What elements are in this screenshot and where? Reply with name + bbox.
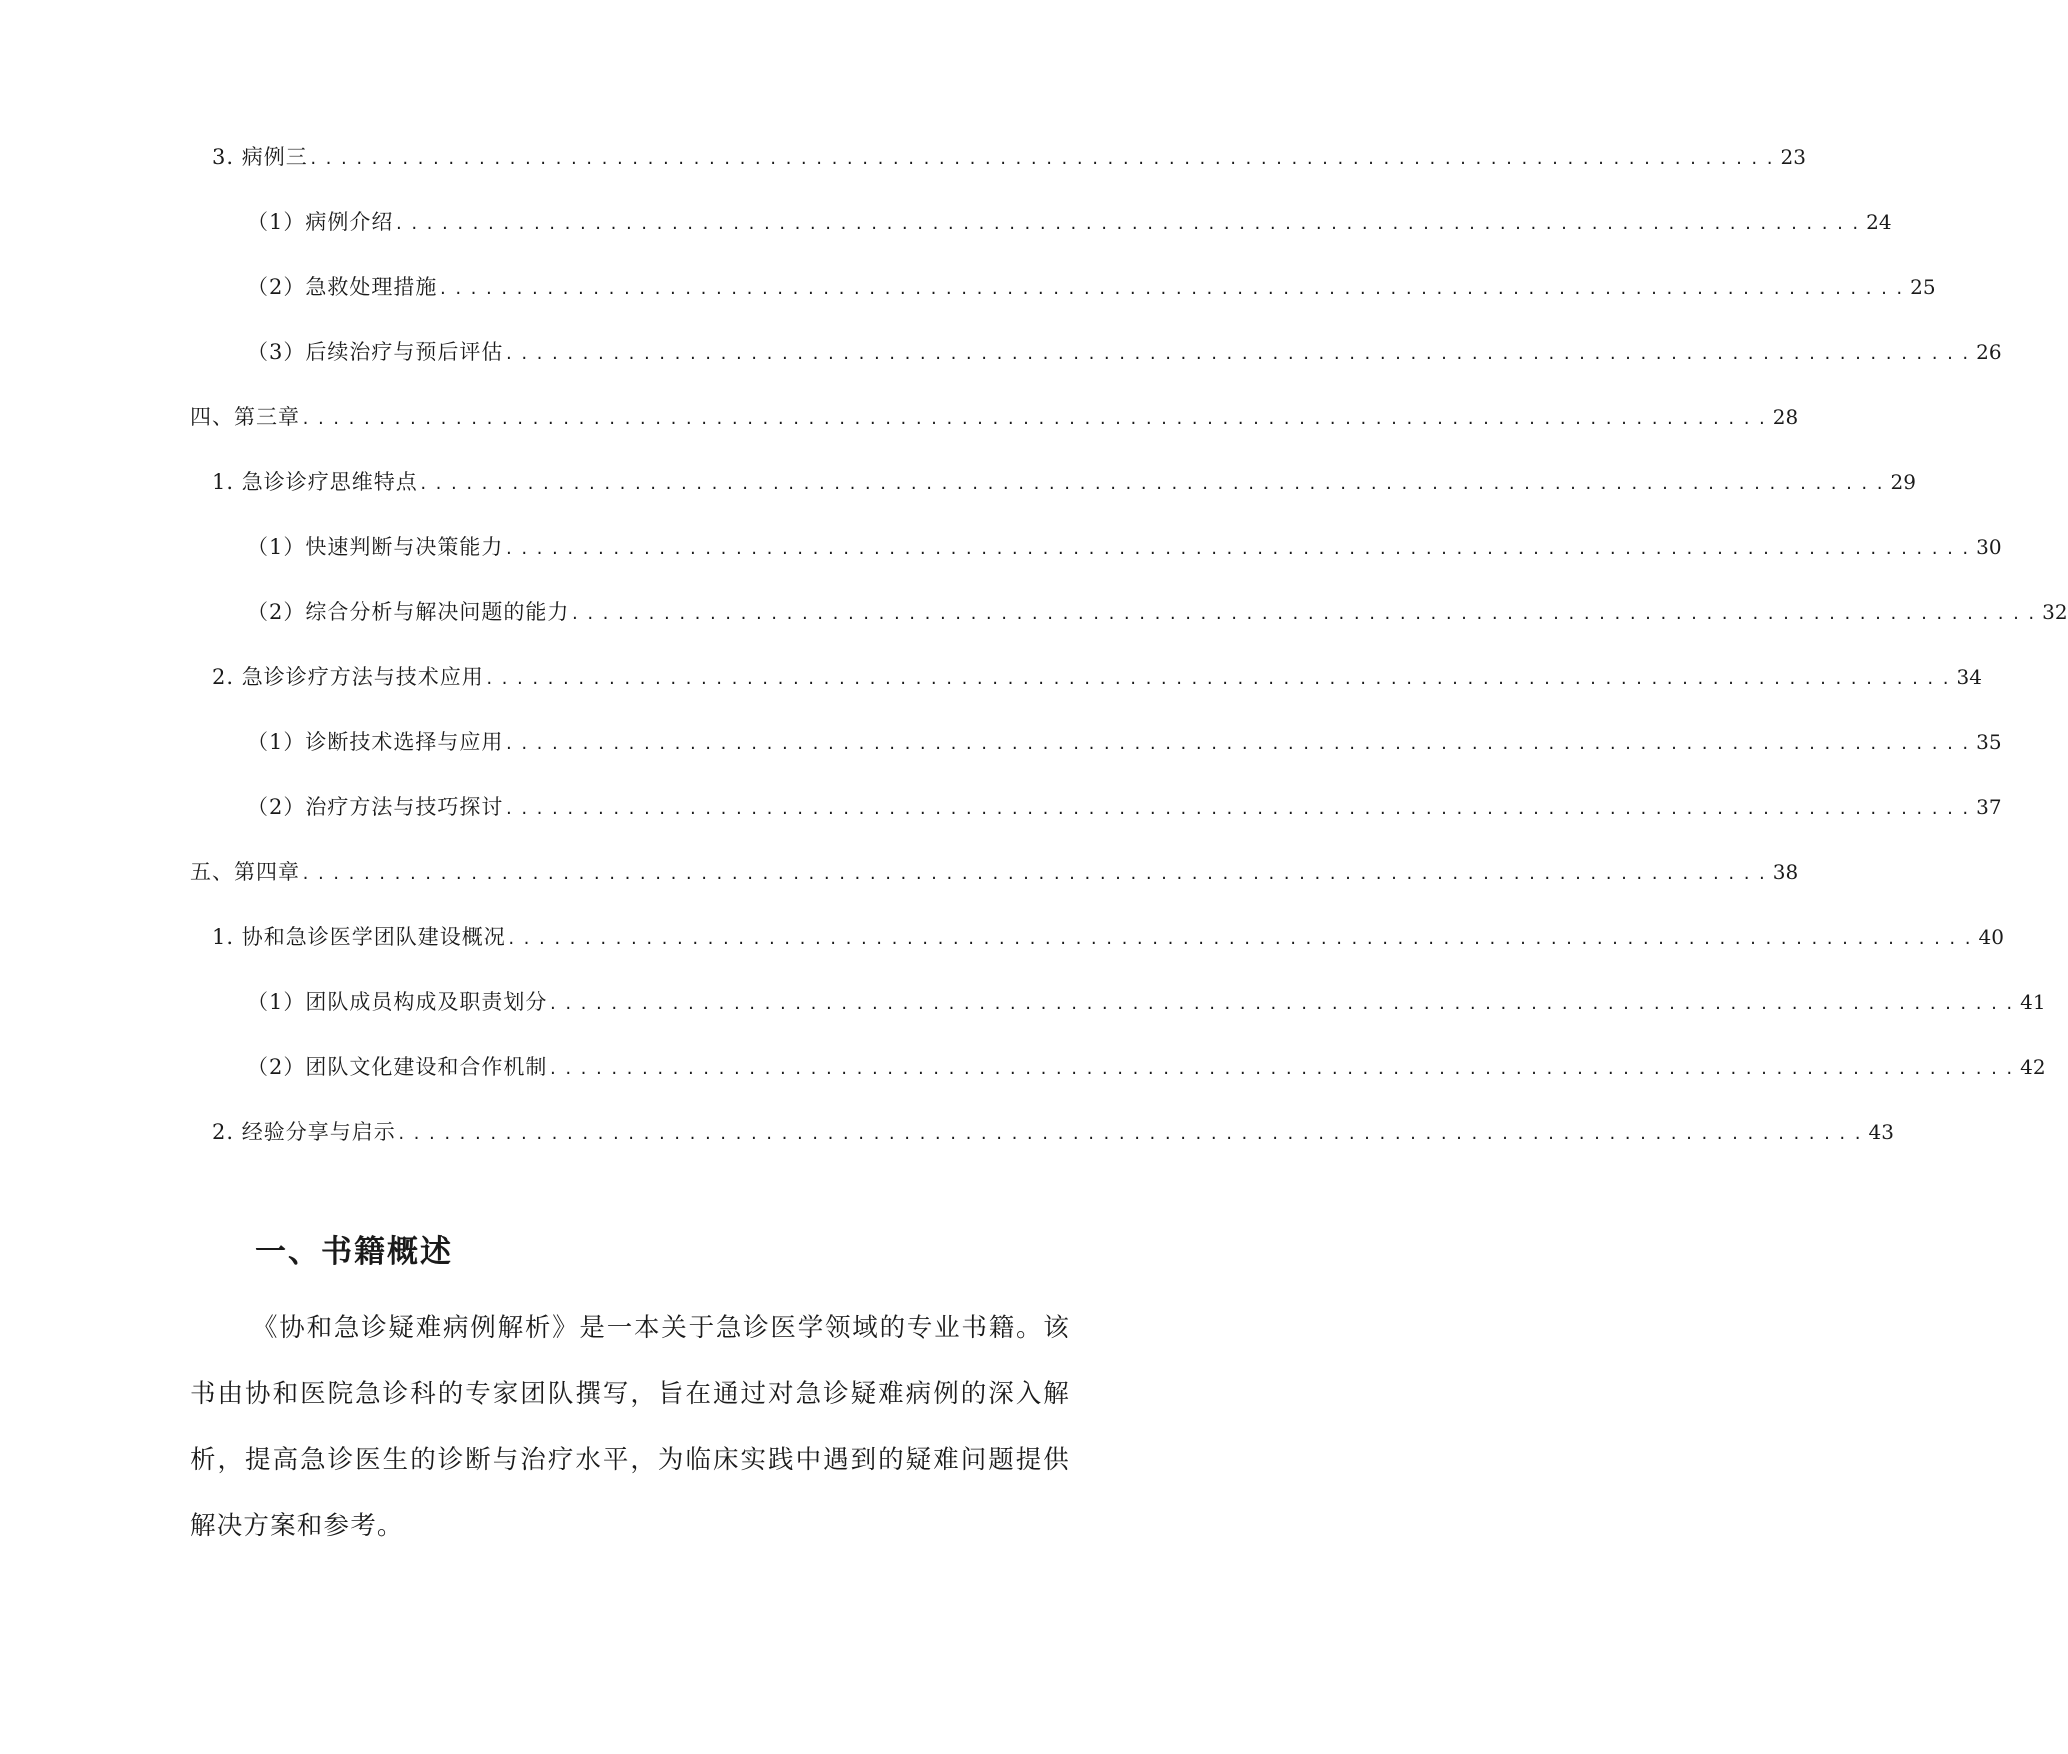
toc-entry-label: 2. 急诊诊疗方法与技术应用 <box>212 665 484 689</box>
toc-entry-label: 五、第四章 <box>190 860 300 884</box>
toc-entry[interactable] <box>247 985 2046 1019</box>
toc-entry[interactable] <box>247 335 2002 369</box>
toc-leader-dots: ................................................................................................ <box>438 280 1911 298</box>
toc-leader-dots: ................................................................................................ <box>484 670 1957 688</box>
toc-leader-dots: ................................................................................................ <box>548 995 2021 1013</box>
toc-entry-page: 37 <box>1976 795 2002 819</box>
toc-entry-page: 24 <box>1866 210 1892 234</box>
toc-leader-dots: ................................................................................................ <box>301 865 1773 883</box>
toc-entry[interactable] <box>247 725 2002 759</box>
toc-entry-label: （1）病例介绍 <box>247 210 394 234</box>
toc-leader-dots: ................................................................................................ <box>418 475 1891 493</box>
toc-entry-label: （3）后续治疗与预后评估 <box>247 340 504 364</box>
toc-entry-page: 35 <box>1976 730 2002 754</box>
toc-entry-label: （1）团队成员构成及职责划分 <box>247 990 548 1014</box>
toc-entry-page: 41 <box>2020 990 2046 1014</box>
toc-entry-page: 42 <box>2020 1055 2046 1079</box>
toc-entry[interactable] <box>247 205 1892 239</box>
toc-entry-page: 32 <box>2042 600 2068 624</box>
toc-entry-page: 29 <box>1890 470 1916 494</box>
toc-entry[interactable] <box>212 660 1982 694</box>
toc-leader-dots: ................................................................................................ <box>506 930 1979 948</box>
toc-entry[interactable] <box>212 140 1806 174</box>
toc-entry[interactable] <box>247 1050 2046 1084</box>
toc-entry[interactable] <box>247 530 2002 564</box>
toc-entry-page: 34 <box>1956 665 1982 689</box>
section-title: 一、书籍概述 <box>255 1234 453 1270</box>
toc-entry-label: （2）综合分析与解决问题的能力 <box>247 600 570 624</box>
toc-entry-label: 2. 经验分享与启示 <box>212 1120 396 1144</box>
toc-entry-page: 43 <box>1868 1120 1894 1144</box>
toc-entry-label: 3. 病例三 <box>212 145 308 169</box>
toc-entry-label: 1. 协和急诊医学团队建设概况 <box>212 925 506 949</box>
toc-entry-label: 四、第三章 <box>190 405 300 429</box>
toc-leader-dots: ................................................................................................ <box>301 410 1773 428</box>
toc-entry[interactable] <box>247 790 2002 824</box>
section-paragraph: 《协和急诊疑难病例解析》是一本关于急诊医学领域的专业书籍。该书由协和医院急诊科的专家团队撰写，旨在通过对急诊疑难病例的深入解析，提高急诊医生的诊断与治疗水平，为临床实践中遇到的疑难问题提供解决方案和参考。 <box>190 1313 1070 1541</box>
toc-entry[interactable] <box>190 855 1799 889</box>
toc-leader-dots: ................................................................................................ <box>394 215 1867 233</box>
toc-leader-dots: ................................................................................................ <box>308 150 1781 168</box>
toc-entry-label: 1. 急诊诊疗思维特点 <box>212 470 418 494</box>
toc-entry-label: （1）快速判断与决策能力 <box>247 535 504 559</box>
toc-entry-page: 30 <box>1976 535 2002 559</box>
toc-leader-dots: ................................................................................................ <box>504 345 1977 363</box>
toc-entry-page: 23 <box>1780 145 1806 169</box>
toc-entry[interactable] <box>212 920 2004 954</box>
toc-entry[interactable] <box>247 595 2068 629</box>
toc-entry-page: 25 <box>1910 275 1936 299</box>
toc-entry-label: （1）诊断技术选择与应用 <box>247 730 504 754</box>
toc-entry-page: 40 <box>1978 925 2004 949</box>
toc-entry-page: 28 <box>1772 405 1799 429</box>
toc-entry-page: 38 <box>1772 860 1799 884</box>
toc-entry[interactable] <box>212 465 1916 499</box>
toc-leader-dots: ................................................................................................ <box>570 605 2043 623</box>
toc-leader-dots: ................................................................................................ <box>396 1125 1869 1143</box>
toc-leader-dots: ................................................................................................ <box>548 1060 2021 1078</box>
toc-entry[interactable] <box>212 1115 1894 1149</box>
toc-leader-dots: ................................................................................................ <box>504 540 1977 558</box>
toc-leader-dots: ................................................................................................ <box>504 735 1977 753</box>
toc-entry-label: （2）团队文化建设和合作机制 <box>247 1055 548 1079</box>
toc-entry[interactable] <box>190 400 1799 434</box>
toc-entry-label: （2）治疗方法与技巧探讨 <box>247 795 504 819</box>
toc-entry-label: （2）急救处理措施 <box>247 275 438 299</box>
toc-entry-page: 26 <box>1976 340 2002 364</box>
toc-leader-dots: ................................................................................................ <box>504 800 1977 818</box>
toc-entry[interactable] <box>247 270 1936 304</box>
